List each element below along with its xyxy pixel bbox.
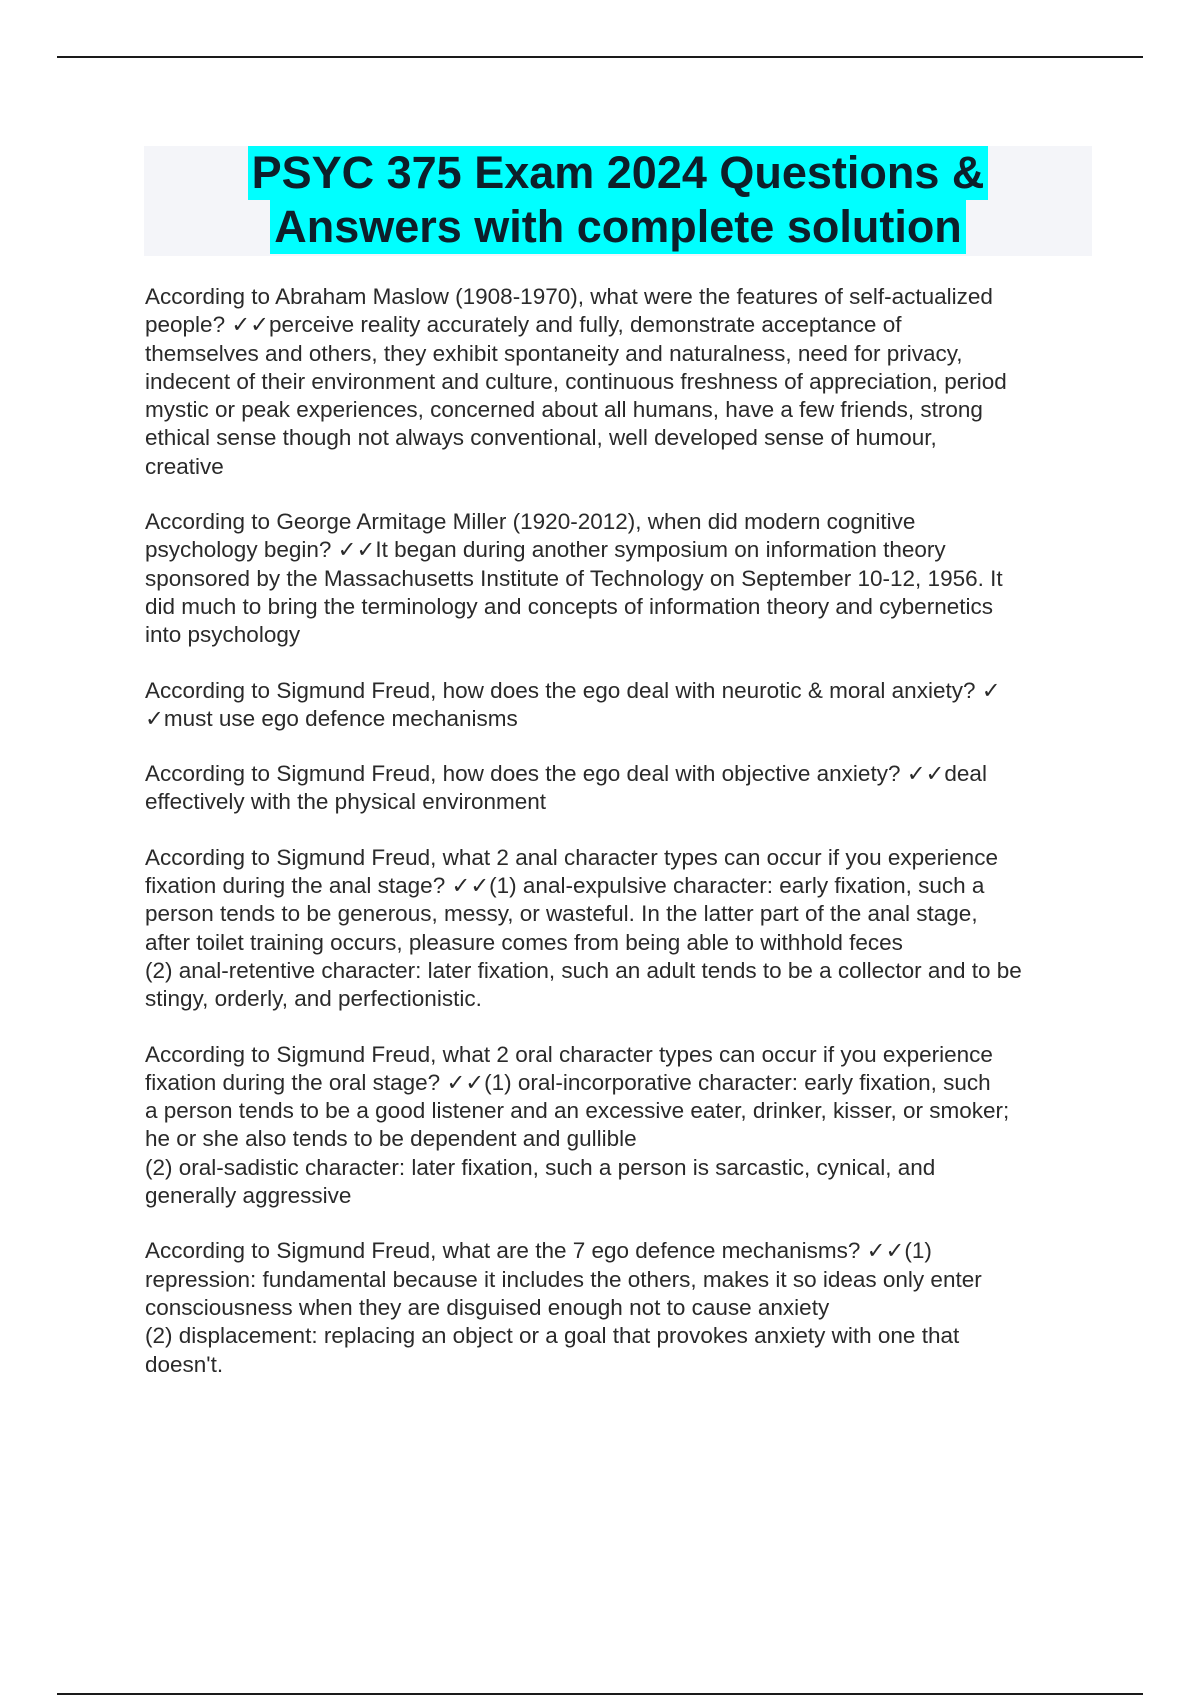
qa-line: (2) oral-sadistic character: later fixation, such a person is sarcastic, cynical, and: [145, 1154, 936, 1180]
qa-line: into psychology: [145, 622, 301, 648]
qa-line: he or she also tends to be dependent and gullible: [145, 1126, 637, 1152]
qa-line: According to George Armitage Miller (1920-2012), when did modern cognitive: [145, 509, 916, 535]
qa-line: person tends to be generous, messy, or wasteful. In the latter part of the anal stage,: [145, 901, 978, 927]
qa-line: According to Abraham Maslow (1908-1970), what were the features of self-actualized: [145, 284, 993, 309]
qa-line: fixation during the anal stage? ✓✓(1) anal-expulsive character: early fixation, such a: [145, 873, 985, 899]
qa-line: stingy, orderly, and perfectionistic.: [145, 986, 482, 1012]
qa-line: after toilet training occurs, pleasure comes from being able to withhold feces: [145, 929, 903, 955]
header-rule: [57, 56, 1143, 58]
qa-entry-neurotic-anxiety: [145, 677, 1100, 734]
qa-line: According to Sigmund Freud, what 2 anal character types can occur if you experience: [145, 844, 998, 870]
qa-line: creative: [145, 453, 224, 479]
qa-line: consciousness when they are disguised enough not to cause anxiety: [145, 1294, 830, 1320]
qa-list: [145, 283, 1100, 1406]
qa-entry-maslow: [145, 283, 1100, 481]
qa-entry-miller: [145, 508, 1100, 649]
qa-line: (2) anal-retentive character: later fixation, such an adult tends to be a collector and to be: [145, 957, 1022, 983]
qa-entry-oral-types: [145, 1041, 1100, 1211]
qa-line: According to Sigmund Freud, what are the 7 ego defence mechanisms? ✓✓(1): [145, 1238, 932, 1264]
qa-line: generally aggressive: [145, 1183, 352, 1209]
qa-line: ethical sense though not always conventional, well developed sense of humour,: [145, 425, 937, 451]
qa-line: fixation during the oral stage? ✓✓(1) oral-incorporative character: early fixation, such: [145, 1069, 991, 1095]
qa-line: sponsored by the Massachusetts Institute of Technology on September 10-12, 1956. It: [145, 565, 1003, 591]
qa-line: (2) displacement: replacing an object or a goal that provokes anxiety with one that: [145, 1323, 960, 1349]
qa-line: psychology begin? ✓✓It began during another symposium on information theory: [145, 537, 946, 563]
qa-line: doesn't.: [145, 1351, 224, 1377]
qa-line: mystic or peak experiences, concerned about all humans, have a few friends, strong: [145, 397, 983, 423]
qa-line: According to Sigmund Freud, how does the ego deal with objective anxiety? ✓✓deal: [145, 761, 987, 787]
qa-line: themselves and others, they exhibit spontaneity and naturalness, need for privacy,: [145, 340, 963, 366]
qa-entry-objective-anxiety: [145, 760, 1100, 817]
qa-line: effectively with the physical environment: [145, 789, 547, 815]
page-title-line-2: Answers with complete solution: [270, 200, 966, 254]
qa-line: a person tends to be a good listener and an excessive eater, drinker, kisser, or smoker;: [145, 1098, 1010, 1124]
page-title-line-1: PSYC 375 Exam 2024 Questions &: [248, 146, 989, 200]
qa-line: indecent of their environment and culture, continuous freshness of appreciation, period: [145, 368, 1007, 394]
qa-line: ✓must use ego defence mechanisms: [145, 705, 518, 731]
title-banner: [144, 146, 1092, 256]
qa-line: According to Sigmund Freud, what 2 oral character types can occur if you experience: [145, 1041, 993, 1067]
footer-rule: [57, 1693, 1143, 1695]
qa-line: did much to bring the terminology and concepts of information theory and cybernetics: [145, 593, 993, 619]
qa-line: According to Sigmund Freud, how does the ego deal with neurotic & moral anxiety? ✓: [145, 677, 1001, 703]
qa-line: people? ✓✓perceive reality accurately and fully, demonstrate acceptance of: [145, 312, 902, 338]
qa-line: repression: fundamental because it includes the others, makes it so ideas only enter: [145, 1266, 982, 1292]
qa-entry-anal-types: [145, 844, 1100, 1014]
qa-entry-defence-mechanisms: [145, 1237, 1100, 1378]
